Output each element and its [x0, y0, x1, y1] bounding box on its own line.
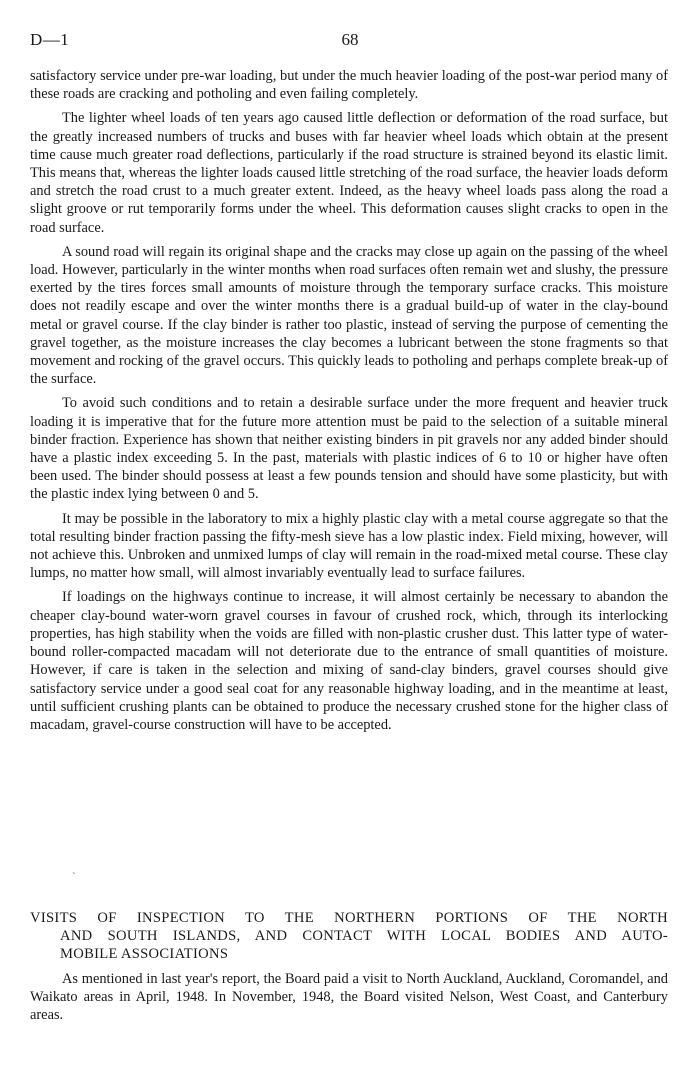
stray-mark: ` [72, 871, 76, 883]
paragraph: To avoid such conditions and to retain a desirable surface under the more frequent and heavier truck loading it is imperative that for the future more attention must be paid to the selection of a suitable mineral binder fraction. Experience has shown that neither existing binders in pit gravels nor any added binder should have a plastic index exceeding 5. In the past, materials with plastic indices of 6 to 10 or higher have often been used. The binder should possess at least a few pounds tension and should have some plasticity, but with the plastic index lying between 0 and 5. [30, 395, 668, 503]
paragraph: As mentioned in last year's report, the Board paid a visit to North Auckland, Auckland, Coromandel, and Waikato areas in April, 1948. In November, 1948, the Board visited Nelson, West Coast, and Canterbury areas. [30, 971, 668, 1024]
heading-line: AND SOUTH ISLANDS, AND CONTACT WITH LOCAL BODIES AND AUTO- [60, 928, 668, 945]
paragraph: It may be possible in the laboratory to mix a highly plastic clay with a metal course aggregate so that the total resulting binder fraction passing the fifty-mesh sieve has a low plastic index. Field mixing, however, will not achieve this. Unbroken and unmixed lumps of clay will remain in the road-mixed metal course. These clay lumps, no matter how small, will almost invariably eventually lead to surface failures. [30, 510, 668, 582]
page-number: 68 [341, 30, 359, 49]
section-heading [30, 909, 668, 964]
paragraph: If loadings on the highways continue to increase, it will almost certainly be necessary to abandon the cheaper clay-bound water-worn gravel courses in favour of crushed rock, which, through its interlocking properties, has high stability when the voids are filled with non-plastic crusher dust. This latter type of water-bound roller-compacted macadam will not deteriorate due to the entrance of small quantities of moisture. However, if care is taken in the selection and mixing of sand-clay binders, gravel courses should give satisfactory service under a good seal coat for any reasonable highway loading, and in the meantime at least, until sufficient crushing plants can be obtained to produce the necessary crushed stone for the higher class of macadam, gravel-course construction will have to be accepted. [30, 589, 668, 733]
paragraph-continued: satisfactory service under pre-war loading, but under the much heavier loading of the post-war period many of these roads are cracking and potholing and even failing completely. [30, 68, 668, 103]
section-body [30, 970, 668, 1025]
page-reference: D—1 [30, 30, 70, 49]
paragraph: A sound road will regain its original shape and the cracks may close up again on the passing of the wheel load. However, particularly in the winter months when road surfaces often remain wet and slushy, the pressure exerted by the tires forces small amounts of moisture through the temporary surface cracks. This moisture does not readily escape and over the winter months there is a gradual build-up of water in the clay-bound metal or gravel course. If the clay binder is rather too plastic, instead of serving the purpose of cementing the gravel together, as the moisture increases the clay becomes a lubricant between the stone fragments so that movement and rocking of the gravel occurs. This quickly leads to potholing and perhaps complete break-up of the surface. [30, 243, 668, 388]
paragraph: The lighter wheel loads of ten years ago caused little deflection or deformation of the road surface, but the greatly increased numbers of trucks and buses with far heavier wheel loads which obtain at the present time cause much greater road deflections, particularly if the road structure is strained beyond its elastic limit. This means that, whereas the lighter loads caused little stretching of the road surface, the heavier loads deform and stretch the road crust to a much greater extent. Indeed, as the heavy wheel loads pass along the road a slight groove or rut temporarily forms under the wheel. This deformation causes slight cracks to open in the road surface. [30, 110, 668, 236]
heading-line: VISITS OF INSPECTION TO THE NORTHERN PORTIONS OF THE NORTH [30, 910, 668, 926]
heading-line: MOBILE ASSOCIATIONS [60, 946, 229, 963]
page-header [30, 30, 670, 54]
body-text [30, 67, 668, 740]
